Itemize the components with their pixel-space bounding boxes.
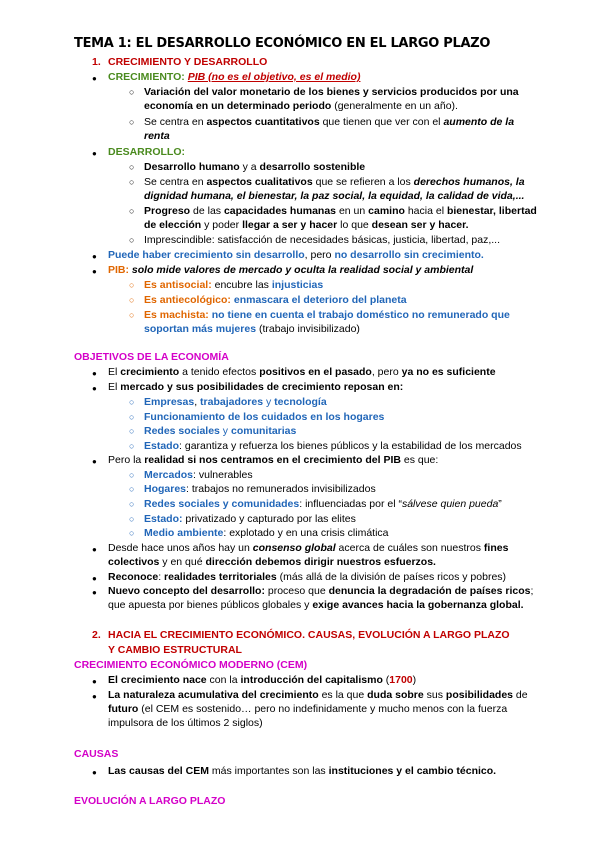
cem-heading: CRECIMIENTO ECONÓMICO MODERNO (CEM) — [74, 659, 308, 671]
objetivos-consenso-cont: colectivos y en qué dirección debemos dirigir nuestros esfuerzos. — [108, 556, 436, 568]
realidad-redes: Redes sociales y comunidades: influenciadas por el “sálvese quien pueda” — [144, 498, 502, 510]
crecimiento-aspectos-cont: renta — [144, 130, 170, 142]
section-1-number: 1. — [92, 56, 101, 68]
objetivos-reconoce: Reconoce: realidades territoriales (más allá de la división de países ricos y pobres) — [108, 571, 507, 583]
bullet-circle: ○ — [129, 397, 135, 407]
bullet-dot: ● — [92, 267, 97, 276]
mercado-empresas: Empresas, trabajadores y tecnología — [144, 396, 327, 408]
causas-item: Las causas del CEM más importantes son las instituciones y el cambio técnico. — [108, 765, 497, 777]
bullet-dot: ● — [92, 384, 97, 393]
objetivos-realidad: Pero la realidad si nos centramos en el crecimiento del PIB es que: — [108, 454, 439, 466]
pib-machista-cont: soportan más mujeres (trabajo invisibilizado) — [144, 323, 360, 335]
puede-haber-item: Puede haber crecimiento sin desarrollo, pero no desarrollo sin crecimiento. — [108, 249, 484, 261]
bullet-circle: ○ — [129, 412, 135, 422]
pib-item: PIB: solo mide valores de mercado y oculta la realidad social y ambiental — [108, 264, 474, 276]
pib-machista: Es machista: no tiene en cuenta el trabajo doméstico no remunerado que — [144, 309, 510, 321]
bullet-dot: ● — [92, 768, 97, 777]
cem-nace: El crecimiento nace con la introducción del capitalismo (1700) — [108, 674, 417, 686]
pib-antisocial: Es antisocial: encubre las injusticias — [144, 279, 324, 291]
objetivos-heading: OBJETIVOS DE LA ECONOMÍA — [74, 351, 229, 363]
mercado-estado: Estado: garantiza y refuerza los bienes públicos y la estabilidad de los mercados — [144, 440, 522, 452]
bullet-circle: ○ — [129, 528, 135, 538]
desarrollo-progreso-cont: de elección y poder llegar a ser y hacer lo que desean ser y hacer. — [144, 219, 469, 231]
bullet-dot: ● — [92, 457, 97, 466]
cem-naturaleza-cont: futuro (el CEM es sostenido… pero no indefinidamente y mucho menos con la fuerza — [108, 703, 508, 715]
objetivos-crecimiento: El crecimiento a tenido efectos positivos en el pasado, pero ya no es suficiente — [108, 366, 496, 378]
cem-naturaleza-cont2: impulsora de los últimos 2 siglos) — [108, 717, 263, 729]
bullet-circle: ○ — [129, 426, 135, 436]
bullet-dot: ● — [92, 149, 97, 158]
crecimiento-def: Variación del valor monetario de los bienes y servicios producidos por una — [144, 86, 519, 98]
bullet-dot: ● — [92, 369, 97, 378]
realidad-hogares: Hogares: trabajos no remunerados invisibilizados — [144, 483, 376, 495]
realidad-mercados: Mercados: vulnerables — [144, 469, 253, 481]
crecimiento-def-cont: economía en un determinado periodo (generalmente en un año). — [144, 100, 458, 112]
bullet-circle: ○ — [129, 177, 135, 187]
objetivos-mercado: El mercado y sus posibilidades de crecimiento reposan en: — [108, 381, 404, 393]
desarrollo-aspectos: Se centra en aspectos cualitativos que se refieren a los derechos humanos, la — [144, 176, 525, 188]
desarrollo-item: DESARROLLO: — [108, 146, 185, 158]
section-2-number: 2. — [92, 629, 101, 641]
bullet-circle: ○ — [129, 310, 135, 320]
bullet-dot: ● — [92, 692, 97, 701]
evolucion-heading: EVOLUCIÓN A LARGO PLAZO — [74, 795, 226, 807]
pib-antiecologico: Es antiecológico: enmascara el deterioro del planeta — [144, 294, 407, 306]
crecimiento-item: CRECIMIENTO: PIB (no es el objetivo, es el medio) — [108, 71, 361, 83]
cem-naturaleza: La naturaleza acumulativa del crecimiento es la que duda sobre sus posibilidades de — [108, 689, 528, 701]
bullet-dot: ● — [92, 588, 97, 597]
bullet-circle: ○ — [129, 514, 135, 524]
page-title: TEMA 1: EL DESARROLLO ECONÓMICO EN EL LARGO PLAZO — [74, 36, 491, 51]
bullet-circle: ○ — [129, 295, 135, 305]
causas-heading: CAUSAS — [74, 748, 119, 760]
desarrollo-humano: Desarrollo humano y a desarrollo sostenible — [144, 161, 366, 173]
bullet-circle: ○ — [129, 499, 135, 509]
bullet-dot: ● — [92, 574, 97, 583]
desarrollo-imprescindible: Imprescindible: satisfacción de necesidades básicas, justicia, libertad, paz,... — [144, 234, 501, 246]
bullet-dot: ● — [92, 677, 97, 686]
bullet-circle: ○ — [129, 484, 135, 494]
objetivos-nuevo-concepto: Nuevo concepto del desarrollo: proceso que denuncia la degradación de países ricos; — [108, 585, 534, 597]
desarrollo-progreso: Progreso de las capacidades humanas en un camino hacia el bienestar, libertad — [144, 205, 537, 217]
section-2-heading: HACIA EL CRECIMIENTO ECONÓMICO. CAUSAS, EVOLUCIÓN A LARGO PLAZO — [108, 629, 510, 641]
section-1-heading: CRECIMIENTO Y DESARROLLO — [108, 56, 268, 68]
crecimiento-aspectos: Se centra en aspectos cuantitativos que tienen que ver con el aumento de la — [144, 116, 515, 128]
bullet-circle: ○ — [129, 87, 135, 97]
objetivos-consenso: Desde hace unos años hay un consenso global acerca de cuáles son nuestros fines — [108, 542, 509, 554]
bullet-circle: ○ — [129, 441, 135, 451]
bullet-dot: ● — [92, 252, 97, 261]
desarrollo-aspectos-cont: dignidad humana, el bienestar, la paz social, la equidad, la calidad de vida,... — [144, 190, 525, 202]
realidad-medio-ambiente: Medio ambiente: explotado y en una crisis climática — [144, 527, 389, 539]
mercado-redes: Redes sociales y comunitarias — [144, 425, 297, 437]
objetivos-nuevo-concepto-cont: que apuesta por bienes públicos globales y exige avances hacia la gobernanza global. — [108, 599, 524, 611]
section-2-heading-cont: Y CAMBIO ESTRUCTURAL — [108, 644, 242, 656]
bullet-dot: ● — [92, 74, 97, 83]
bullet-circle: ○ — [129, 206, 135, 216]
bullet-circle: ○ — [129, 117, 135, 127]
bullet-dot: ● — [92, 545, 97, 554]
bullet-circle: ○ — [129, 235, 135, 245]
realidad-estado: Estado: privatizado y capturado por las elites — [144, 513, 356, 525]
mercado-cuidados: Funcionamiento de los cuidados en los hogares — [144, 411, 385, 423]
bullet-circle: ○ — [129, 162, 135, 172]
bullet-circle: ○ — [129, 470, 135, 480]
bullet-circle: ○ — [129, 280, 135, 290]
